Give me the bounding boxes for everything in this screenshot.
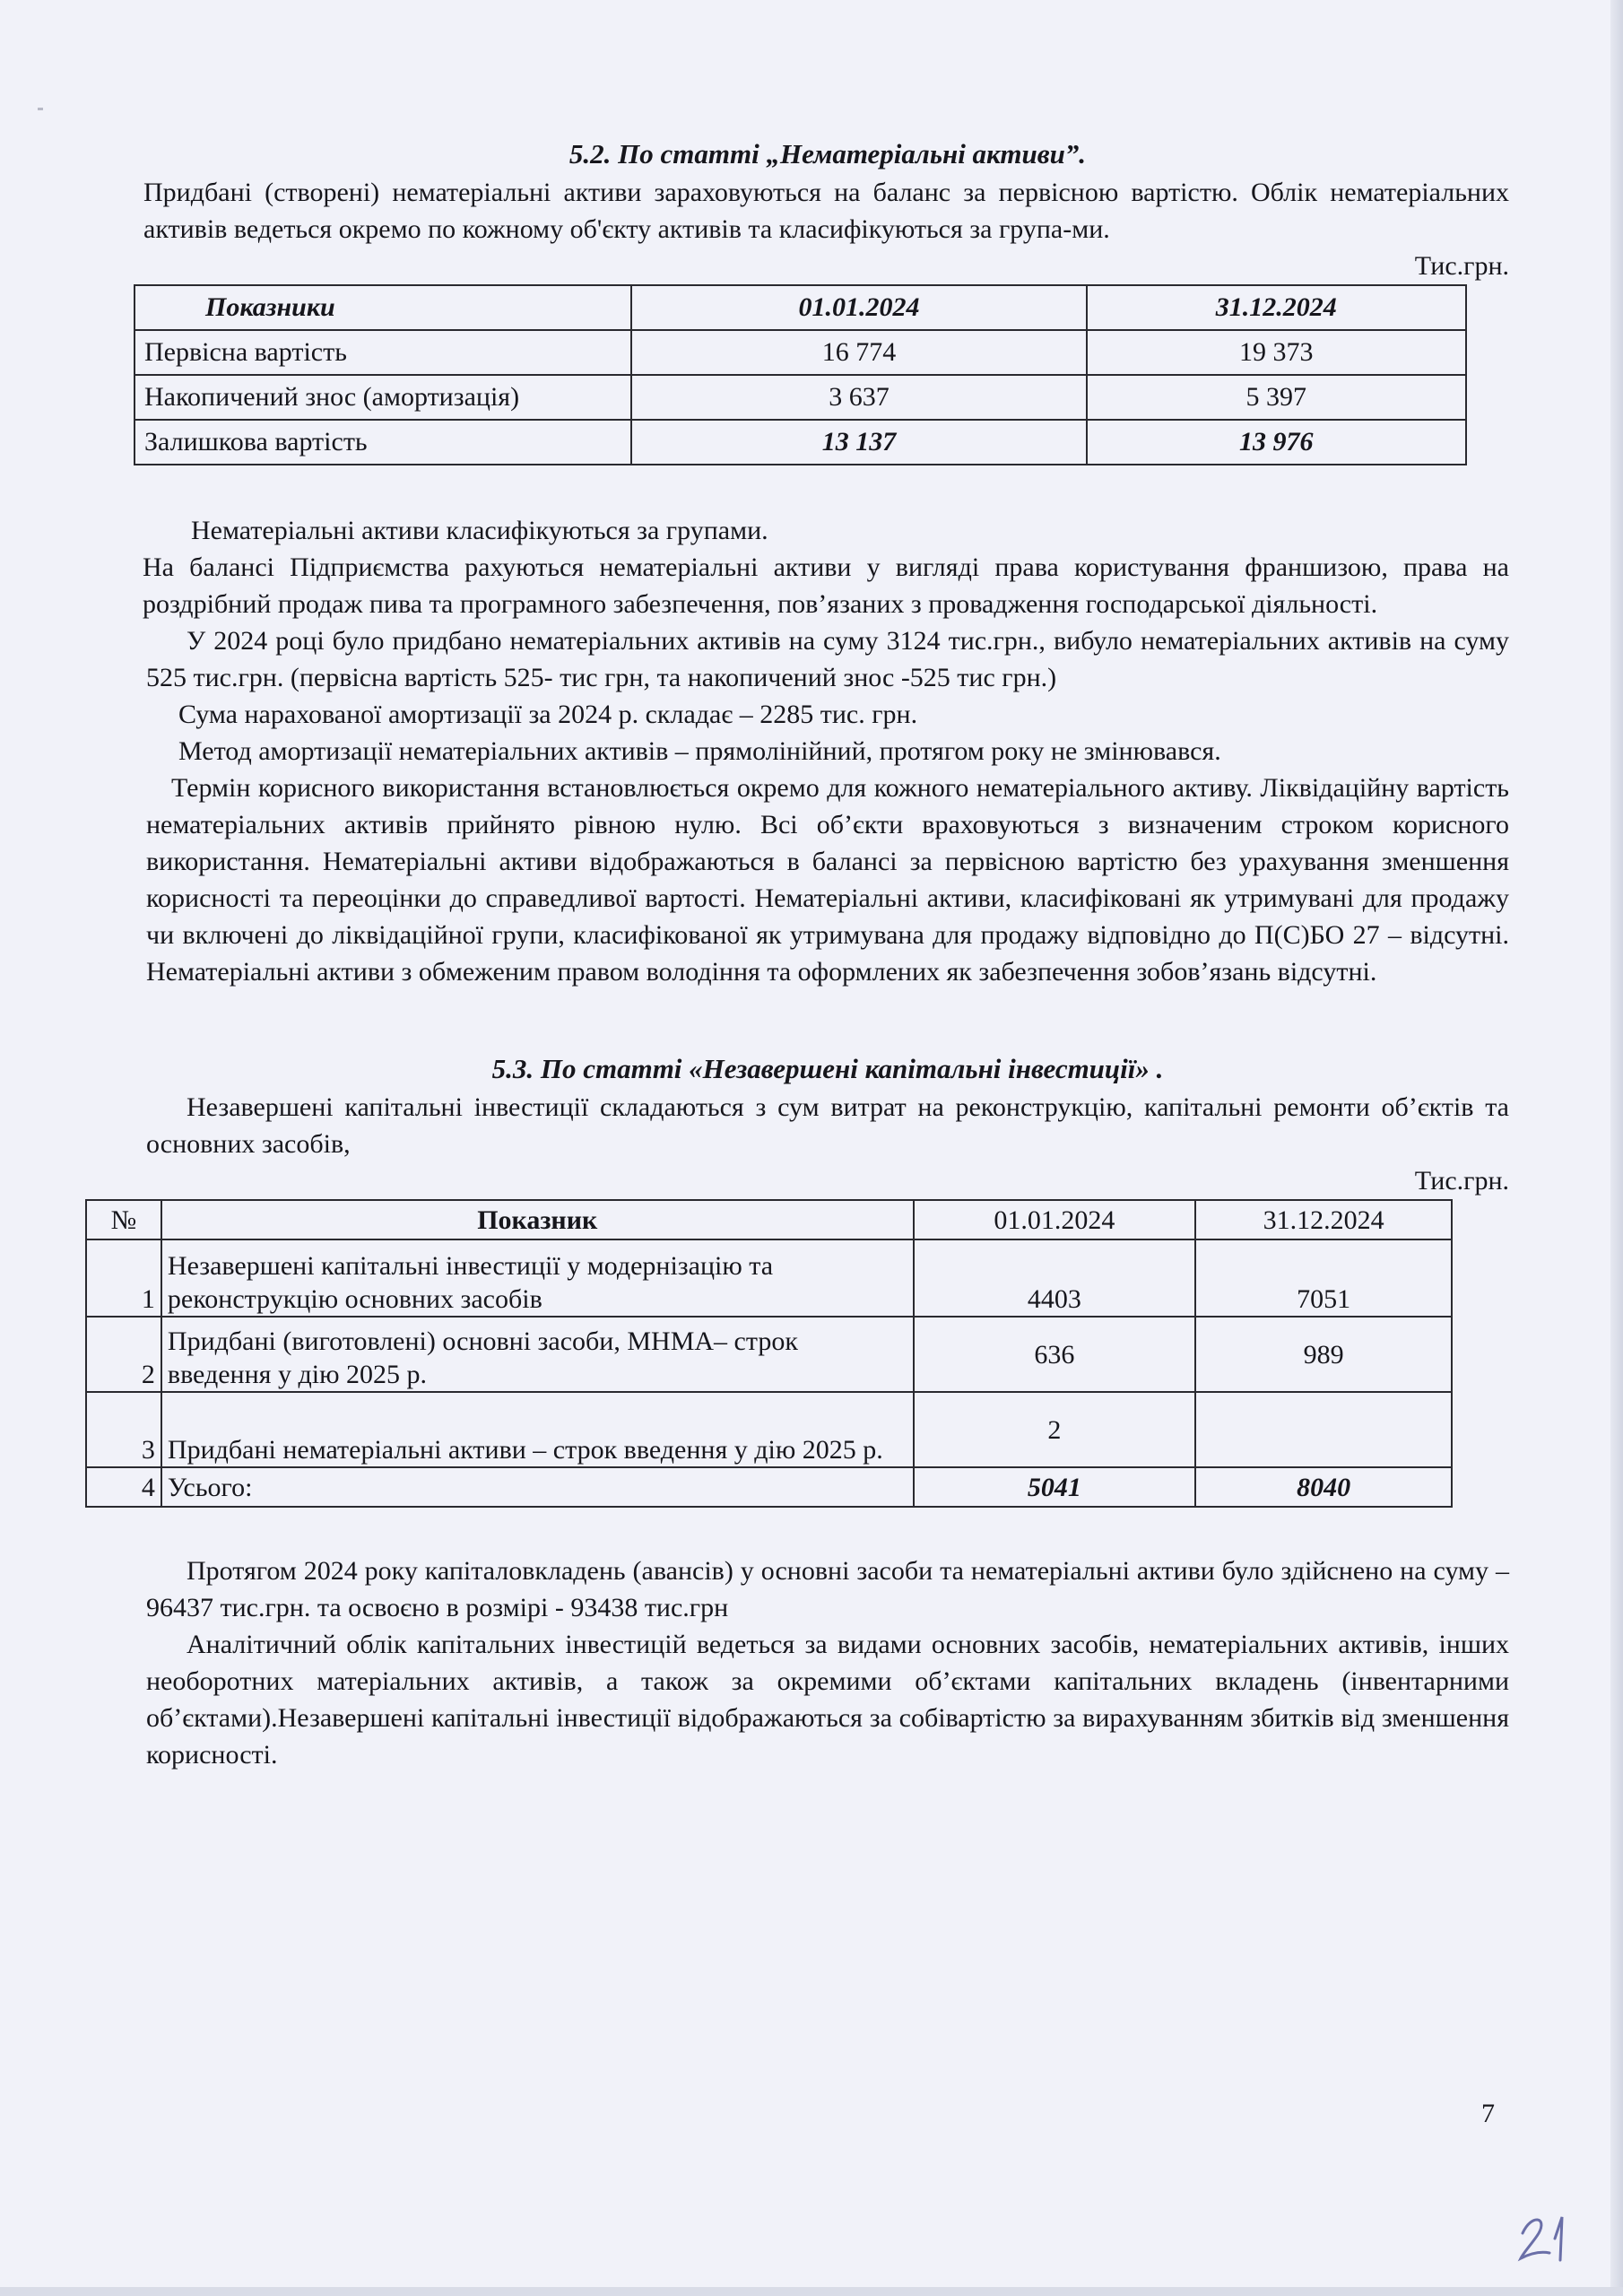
table-header-row — [86, 1200, 1452, 1239]
table-header-cell: 01.01.2024 — [914, 1200, 1196, 1239]
row-label: Усього: — [161, 1467, 914, 1507]
row-value: 4403 — [914, 1239, 1196, 1317]
table-header-cell: 31.12.2024 — [1087, 285, 1466, 330]
table-row — [86, 1317, 1452, 1392]
capital-investments-table — [85, 1199, 1453, 1508]
row-value: 3 637 — [631, 375, 1086, 420]
row-label: Придбані (виготовлені) основні засоби, МНМА– строк введення у дію 2025 р. — [161, 1317, 914, 1392]
row-value: 7051 — [1195, 1239, 1452, 1317]
paragraph: На балансі Підприємства рахуються нематеріальні активи у вигляді права користування франшизою, права на роздрібний продаж пива та програмного забезпечення, пов’язаних з провадження господарської діяльності. — [143, 552, 1509, 619]
table-header-row — [135, 285, 1466, 330]
section-52-intro: Придбані (створені) нематеріальні активи зараховуються на баланс за первісною вартістю. Облік нематеріальних активів ведеться окремо по кожному об'єкту активів та класифікуються за група-ми. — [143, 178, 1509, 244]
page-number: 7 — [1481, 2099, 1495, 2128]
paragraph: Протягом 2024 року капіталовкладень (авансів) у основні засоби та нематеріальні активи було здійснено на суму – 96437 тис.грн. та освоєно в розмірі - 93438 тис.грн — [146, 1556, 1509, 1622]
section-53-title: 5.3. По статті «Незавершені капітальні інвестиції» . — [491, 1053, 1164, 1084]
unit-label: Тис.грн. — [1414, 251, 1509, 281]
paragraph: У 2024 році було придбано нематеріальних активів на суму 3124 тис.грн., вибуло нематеріальних активів на суму 525 тис.грн. (первісна вартість 525- тис грн, та накопичений знос -525 тис грн.) — [146, 626, 1509, 692]
table-header-cell: 31.12.2024 — [1195, 1200, 1452, 1239]
unit-label: Тис.грн. — [1414, 1166, 1509, 1196]
row-number: 2 — [86, 1317, 161, 1392]
section-53-intro: Незавершені капітальні інвестиції складаються з сум витрат на реконструкцію, капітальні ремонти об’єктів та основних засобів, — [146, 1092, 1509, 1159]
paragraph: Термін корисного використання встановлюється окремо для кожного нематеріального активу. Ліквідаційну вартість нематеріальних активів прийнято рівною нулю. Всі об’єкти враховуються з визначеним строком корисного використання. Нематеріальні активи відображаються в балансі за первісною вартістю без урахування зменшення корисності та переоцінки до справедливої вартості. Нематеріальні активи, класифіковані як утримувані для продажу чи включені до ліквідаційної групи, класифікованої як утримувана для продажу відповідно до П(С)БО 27 – відсутні. Нематеріальні активи з обмеженим правом володіння та оформлених як забезпечення зобов’язань відсутні. — [146, 773, 1509, 987]
page-content — [110, 135, 1509, 1773]
row-label: Залишкова вартість — [135, 420, 631, 465]
table-header-cell: 01.01.2024 — [631, 285, 1086, 330]
table-header-cell: Показники — [135, 285, 631, 330]
row-label: Незавершені капітальні інвестиції у модернізацію та реконструкцію основних засобів — [161, 1239, 914, 1317]
row-value: 19 373 — [1087, 330, 1466, 375]
row-value: 636 — [914, 1317, 1196, 1392]
row-number: 3 — [86, 1392, 161, 1467]
row-value — [1195, 1392, 1452, 1467]
table-row — [86, 1239, 1452, 1317]
row-value: 2 — [914, 1392, 1196, 1467]
row-value: 16 774 — [631, 330, 1086, 375]
paragraph: Метод амортизації нематеріальних активів – прямолінійний, протягом року не змінювався. — [178, 736, 1221, 766]
row-number: 1 — [86, 1239, 161, 1317]
row-value: 13 137 — [631, 420, 1086, 465]
row-value: 8040 — [1195, 1467, 1452, 1507]
table-header-cell: Показник — [161, 1200, 914, 1239]
row-label: Первісна вартість — [135, 330, 631, 375]
scan-speck — [38, 108, 43, 110]
row-value: 5 397 — [1087, 375, 1466, 420]
table-row-total — [135, 420, 1466, 465]
table-row-total — [86, 1467, 1452, 1507]
table-row — [135, 330, 1466, 375]
table-header-cell: № — [86, 1200, 161, 1239]
paragraph: Нематеріальні активи класифікуються за групами. — [191, 516, 768, 545]
row-number: 4 — [86, 1467, 161, 1507]
section-52-title: 5.2. По статті „Нематеріальні активи”. — [568, 138, 1087, 170]
handwritten-page-number — [1515, 2206, 1578, 2269]
table-row — [86, 1392, 1452, 1467]
row-value: 5041 — [914, 1467, 1196, 1507]
scan-edge-bottom — [0, 2287, 1623, 2296]
scan-edge — [1610, 0, 1623, 2296]
table-row — [135, 375, 1466, 420]
row-label: Придбані нематеріальні активи – строк введення у дію 2025 р. — [161, 1392, 914, 1467]
intangible-assets-table — [134, 284, 1467, 465]
row-value: 13 976 — [1087, 420, 1466, 465]
row-value: 989 — [1195, 1317, 1452, 1392]
paragraph: Аналітичний облік капітальних інвестицій ведеться за видами основних засобів, нематеріальних активів, інших необоротних матеріальних активів, а також за окремими об’єктами капітальних вкладень (інвентарними об’єктами).Незавершені капітальні інвестиції відображаються за собівартістю за вирахуванням збитків від зменшення корисності. — [146, 1630, 1509, 1770]
paragraph: Сума нарахованої амортизації за 2024 р. складає – 2285 тис. грн. — [178, 700, 918, 729]
row-label: Накопичений знос (амортизація) — [135, 375, 631, 420]
